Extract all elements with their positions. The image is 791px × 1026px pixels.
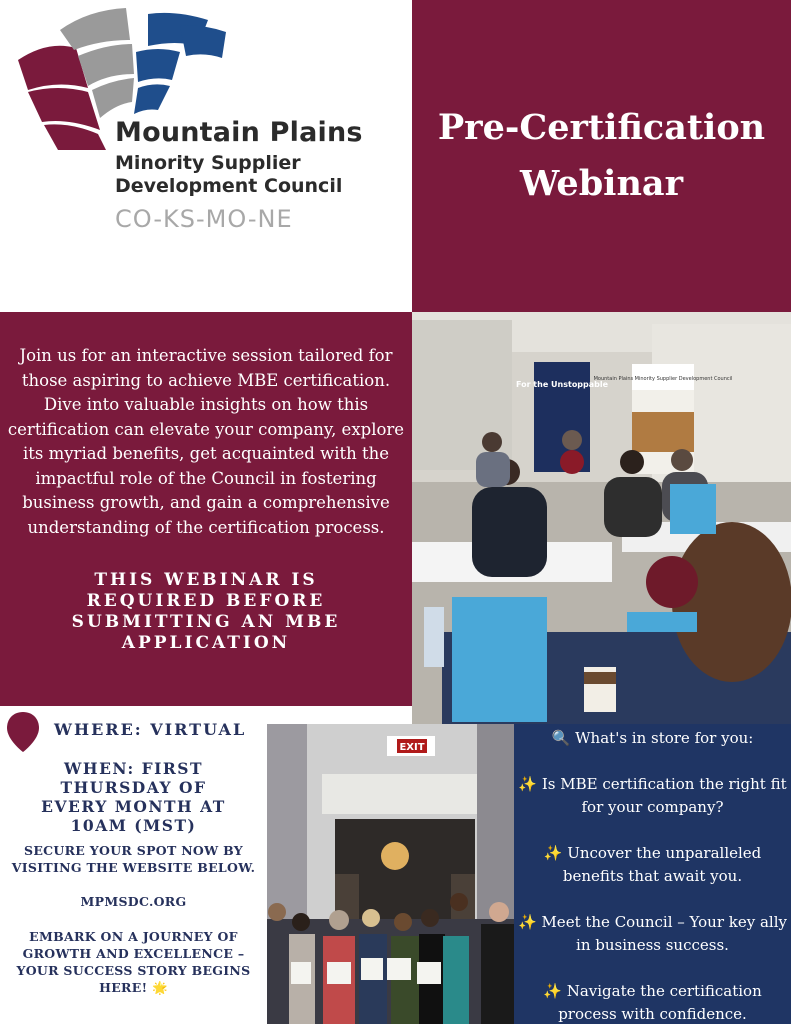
org-states: CO-KS-MO-NE <box>115 205 293 233</box>
store-item <box>514 842 791 888</box>
sparkle-icon: ✨ <box>543 844 563 862</box>
store-item-text: Is MBE certification the right fit for your company? <box>541 775 787 816</box>
store-heading-text: What's in store for you: <box>575 729 754 747</box>
sparkle-icon: ✨ <box>517 913 537 931</box>
store-item-text: Meet the Council – Your key ally in business success. <box>541 913 788 954</box>
org-name-line2: Minority Supplier <box>115 152 301 174</box>
required-notice: THIS WEBINAR IS REQUIRED BEFORE SUBMITTING AN MBE APPLICATION <box>71 570 341 653</box>
title-block <box>412 0 791 312</box>
embark-text-body: EMBARK ON A JOURNEY OF GROWTH AND EXCELLENCE – YOUR SUCCESS STORY BEGINS HERE! <box>16 929 251 995</box>
conference-photo <box>412 312 791 724</box>
event-info-block <box>0 706 267 1024</box>
event-schedule: WHEN: FIRST THURSDAY OF EVERY MONTH AT 10AM (MST) <box>41 759 226 835</box>
group-photo <box>267 724 514 1024</box>
whats-in-store-block <box>514 724 791 1024</box>
store-item-text: Navigate the certification process with confidence. <box>558 982 762 1023</box>
store-item <box>514 911 791 957</box>
description-block <box>0 312 412 706</box>
embark-text <box>0 928 267 996</box>
store-item <box>514 980 791 1026</box>
title-line2: Webinar <box>519 163 684 204</box>
store-item <box>514 773 791 819</box>
store-item-text: Uncover the unparalleled benefits that await you. <box>562 844 762 885</box>
store-heading <box>514 727 791 750</box>
event-location: WHERE: VIRTUAL <box>54 720 247 739</box>
description-text: Join us for an interactive session tailored for those aspiring to achieve MBE certification. Dive into valuable insights on how this certification can elevate your company, explore its myriad benefits, get acquainted with the impactful role of the Council in fostering business growth, and gain a comprehensive understanding of the certification process. <box>7 346 405 537</box>
banner2-text: Mountain Plains Minority Supplier Development Council <box>593 376 733 382</box>
magnifier-icon: 🔍 <box>551 729 571 747</box>
conference-photo-illustration <box>412 312 791 724</box>
org-name-line1: Mountain Plains <box>115 117 363 148</box>
title-line1: Pre-Certification <box>437 107 766 148</box>
logo-block <box>0 0 412 312</box>
banner1-text: For the Unstoppable <box>515 380 609 389</box>
group-photo-illustration <box>267 724 514 1024</box>
website-link[interactable]: MPMSDC.ORG <box>80 894 187 909</box>
exit-sign: EXIT <box>399 742 425 753</box>
sparkle-icon: ✨ <box>518 775 538 793</box>
sparkle-icon: ✨ <box>543 982 562 1000</box>
org-name-line3: Development Council <box>115 175 343 197</box>
location-pin-icon <box>5 710 41 754</box>
secure-spot-text: SECURE YOUR SPOT NOW BY VISITING THE WEBSITE BELOW. <box>11 843 256 875</box>
star-icon: 🌟 <box>152 980 168 995</box>
